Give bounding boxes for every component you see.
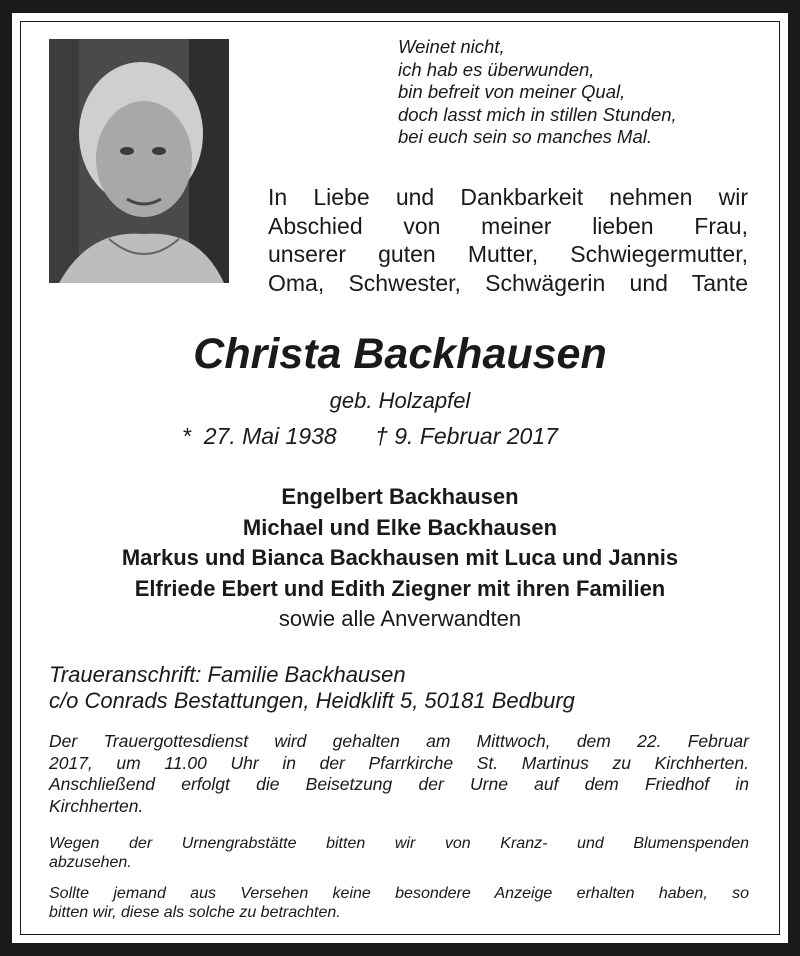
address-line: c/o Conrads Bestattungen, Heidklift 5, 50181 Bedburg [49, 688, 575, 713]
service-line: Anschließend erfolgt die Beisetzung der Urne auf dem Friedhof in [49, 774, 749, 794]
birth-name: geb. Holzapfel [329, 388, 471, 413]
family-member: Engelbert Backhausen [281, 484, 519, 509]
birth-date: * 27. Mai 1938 [182, 423, 337, 449]
note-line: abzusehen. [49, 854, 132, 871]
life-dates [182, 423, 558, 450]
intro-line: Abschied von meiner lieben Frau, [268, 212, 748, 239]
death-date: † 9. Februar 2017 [375, 423, 558, 449]
funeral-service-info [49, 731, 749, 817]
poem-line: bei euch sein so manches Mal. [398, 126, 652, 147]
note-line: Sollte jemand aus Versehen keine besondere Anzeige erhalten haben, so [49, 885, 749, 902]
service-line: Der Trauergottesdienst wird gehalten am Mittwoch, dem 22. Februar [49, 731, 749, 751]
farewell-intro [268, 183, 748, 297]
family-list [0, 482, 800, 635]
poem-line: Weinet nicht, [398, 36, 505, 57]
family-member: Elfriede Ebert und Edith Ziegner mit ihren Familien [134, 575, 666, 601]
flowers-note [49, 834, 749, 872]
portrait-photo [49, 39, 229, 283]
note-line: Wegen der Urnengrabstätte bitten wir von Kranz- und Blumenspenden [49, 835, 749, 852]
mourning-address [49, 662, 575, 714]
service-line: Kirchherten. [49, 795, 144, 816]
poem-line: doch lasst mich in stillen Stunden, [398, 103, 677, 125]
family-member: Michael und Elke Backhausen [242, 514, 558, 540]
poem-line: bin befreit von meiner Qual, [398, 81, 626, 102]
address-line: Traueranschrift: Familie Backhausen [49, 662, 406, 687]
family-member: Markus und Bianca Backhausen mit Luca und Jannis [121, 545, 679, 570]
intro-line: In Liebe und Dankbarkeit nehmen wir [268, 184, 748, 210]
note-line: bitten wir, diese als solche zu betrachten. [49, 904, 341, 921]
deceased-name: Christa Backhausen [193, 330, 607, 378]
service-line: 2017, um 11.00 Uhr in der Pfarrkirche St. Martinus zu Kirchherten. [49, 752, 749, 773]
intro-line: Oma, Schwester, Schwägerin und Tante [268, 269, 748, 296]
poem-line: ich hab es überwunden, [398, 58, 595, 80]
poem [398, 36, 677, 149]
relatives-line: sowie alle Anverwandten [278, 606, 522, 631]
intro-line: unserer guten Mutter, Schwiegermutter, [268, 241, 748, 267]
notice-note [49, 884, 749, 922]
